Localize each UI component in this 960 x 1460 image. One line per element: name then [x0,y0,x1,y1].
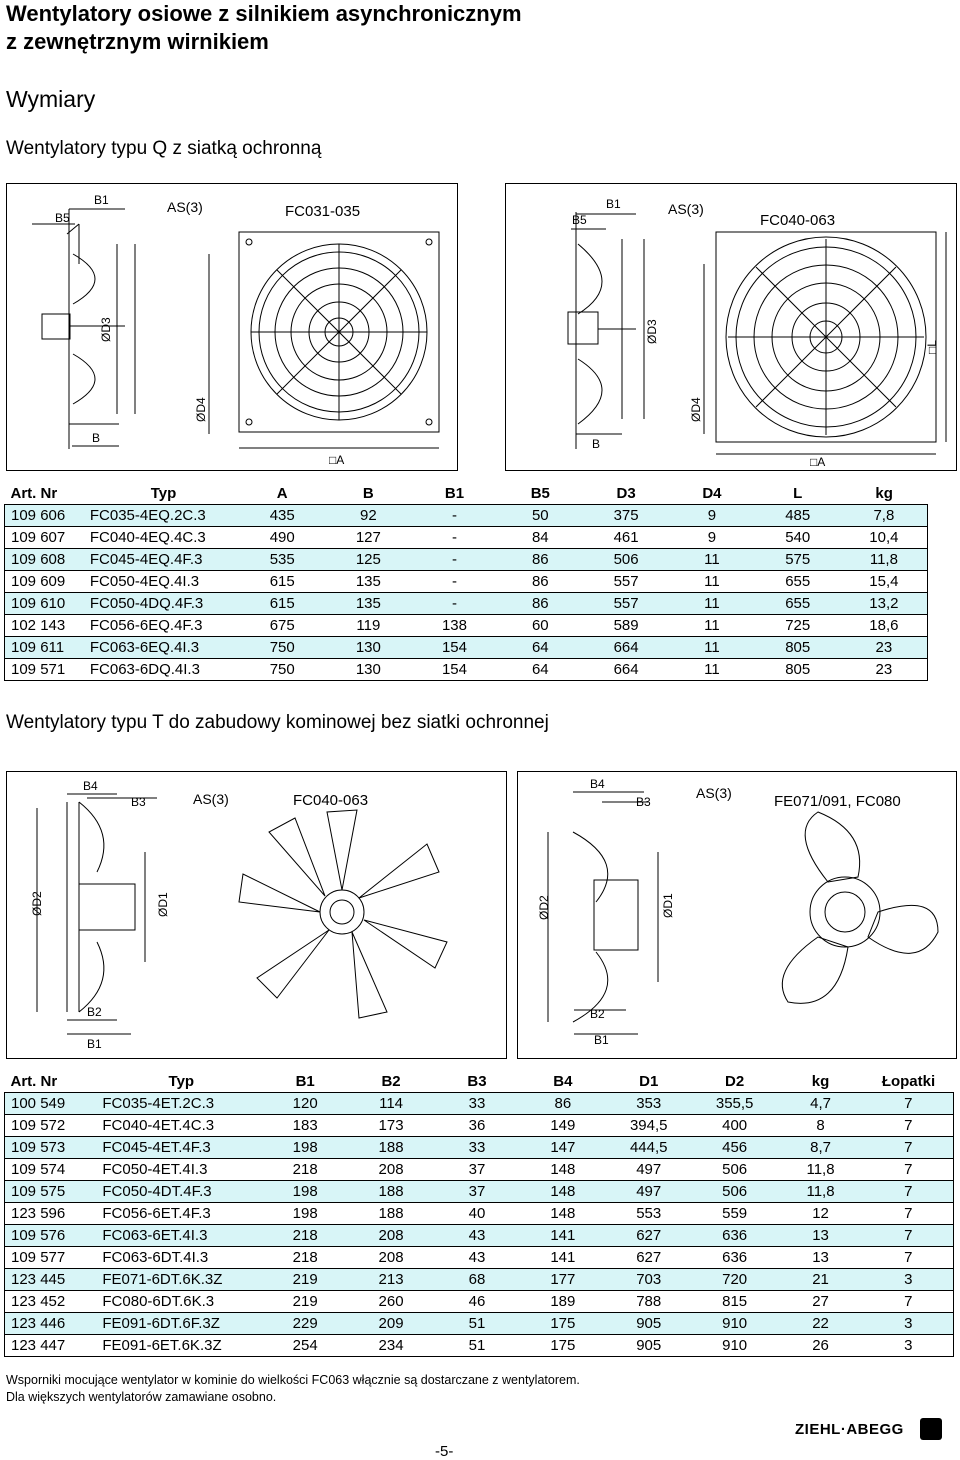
table-row [5,1093,954,1115]
table-cell: - [411,593,497,615]
table-cell: 198 [262,1137,348,1159]
table-cell: 353 [606,1093,692,1115]
table-cell: 615 [239,571,325,593]
table-cell: 11,8 [778,1159,864,1181]
drawing-label: FC040-063 [293,792,369,809]
table-cell: 60 [498,615,583,637]
table-cell: 11 [669,549,754,571]
table-cell: 461 [583,527,669,549]
table-cell: 43 [434,1247,520,1269]
table-cell: 444,5 [606,1137,692,1159]
table-cell: FC063-6DT.4I.3 [100,1247,262,1269]
table-cell: 198 [262,1203,348,1225]
table-cell: 43 [434,1225,520,1247]
table-cell: 37 [434,1181,520,1203]
dim-label: B4 [83,779,98,793]
table-cell: 109 607 [5,527,88,549]
table-cell: 135 [325,593,411,615]
column-header: Typ [100,1071,262,1093]
fan-drawing-t-large [518,772,956,1058]
dim-label: B3 [636,795,651,809]
table-cell: 36 [434,1115,520,1137]
table-cell: 7 [863,1093,953,1115]
table-cell: 141 [520,1247,606,1269]
table-cell: 175 [520,1313,606,1335]
table-cell: 11 [669,659,754,681]
table-cell: 189 [520,1291,606,1313]
table-cell: FC035-4ET.2C.3 [100,1093,262,1115]
table-cell: FC063-6EQ.4I.3 [88,637,239,659]
table-cell: 50 [498,505,583,527]
table-cell: FC056-6EQ.4F.3 [88,615,239,637]
table-cell: 725 [755,615,841,637]
table-cell: 84 [498,527,583,549]
section-heading-dimensions: Wymiary [6,86,96,112]
table-cell: 355,5 [692,1093,778,1115]
table-cell: 92 [325,505,411,527]
table-cell: FE071-6DT.6K.3Z [100,1269,262,1291]
table-cell: 3 [863,1313,953,1335]
fan-drawing-q-large [506,184,956,470]
table-cell: 86 [498,571,583,593]
dim-label: ØD3 [99,317,113,342]
section-heading-q: Wentylatory typu Q z siatką ochronną [6,138,322,159]
table-cell: - [411,505,497,527]
table-cell: 218 [262,1225,348,1247]
drawing-panel-q-small [6,183,458,471]
column-header: Typ [88,483,239,505]
table-cell: 13,2 [841,593,928,615]
table-cell: 123 446 [5,1313,101,1335]
table-cell: 11,8 [778,1181,864,1203]
table-cell: 636 [692,1225,778,1247]
table-cell: 553 [606,1203,692,1225]
table-cell: FC056-6ET.4F.3 [100,1203,262,1225]
column-header: Art. Nr [5,483,88,505]
table-cell: FE091-6ET.6K.3Z [100,1335,262,1357]
brand-logo: ZIEHL·ABEGG [795,1421,904,1438]
table-cell: FC050-4ET.4I.3 [100,1159,262,1181]
table-cell: 208 [348,1159,434,1181]
table-cell: 18,6 [841,615,928,637]
fan-drawing-q-small [7,184,457,470]
column-header: B2 [348,1071,434,1093]
table-cell: 123 445 [5,1269,101,1291]
table-row [5,1203,954,1225]
table-cell: 9 [669,527,754,549]
table-cell: 11 [669,615,754,637]
dim-label: AS(3) [193,791,229,807]
table-cell: 109 577 [5,1247,101,1269]
table-cell: 102 143 [5,615,88,637]
table-cell: 64 [498,637,583,659]
column-header: B3 [434,1071,520,1093]
table-cell: 497 [606,1181,692,1203]
dim-label: B5 [55,211,70,225]
table-cell: 21 [778,1269,864,1291]
table-row [5,1313,954,1335]
dim-label: □L [925,340,939,354]
dim-label: □A [329,453,345,467]
table-cell: 123 447 [5,1335,101,1357]
table-cell: 86 [498,593,583,615]
dim-label: ØD3 [645,319,659,344]
column-header: B4 [520,1071,606,1093]
drawing-panel-q-large [505,183,957,471]
table-cell: 4,7 [778,1093,864,1115]
table-cell: 506 [692,1159,778,1181]
table-cell: 147 [520,1137,606,1159]
column-header: B5 [498,483,583,505]
table-row [5,1247,954,1269]
table-cell: 114 [348,1093,434,1115]
column-header: kg [778,1071,864,1093]
table-cell: 664 [583,637,669,659]
dim-label: ØD4 [689,397,703,422]
drawing-panel-t-large [517,771,957,1059]
table-cell: 540 [755,527,841,549]
dim-label: B2 [590,1007,605,1021]
dim-label: AS(3) [668,201,704,217]
table-cell: 557 [583,593,669,615]
table-cell: 655 [755,571,841,593]
table-cell: 229 [262,1313,348,1335]
fan-drawing-t-small [7,772,506,1058]
table-cell: 3 [863,1269,953,1291]
table-cell: 615 [239,593,325,615]
table-row [5,615,928,637]
table-row [5,549,928,571]
column-header: B [325,483,411,505]
table-cell: 46 [434,1291,520,1313]
table-cell: 86 [498,549,583,571]
table-cell: 575 [755,549,841,571]
table-cell: 435 [239,505,325,527]
table-cell: 497 [606,1159,692,1181]
table-cell: 15,4 [841,571,928,593]
table-cell: 627 [606,1247,692,1269]
dim-label: B1 [594,1033,609,1047]
table-cell: 22 [778,1313,864,1335]
page-title [6,0,522,56]
table-cell: 125 [325,549,411,571]
table-cell: 720 [692,1269,778,1291]
table-cell: 11 [669,571,754,593]
table-cell: FC050-4DT.4F.3 [100,1181,262,1203]
table-cell: 788 [606,1291,692,1313]
table-header-row [5,1071,954,1093]
table-cell: 218 [262,1247,348,1269]
drawing-label: FE071/091, FC080 [774,793,901,810]
dim-label: B3 [131,795,146,809]
table-row [5,637,928,659]
table-cell: 13 [778,1225,864,1247]
table-cell: 109 610 [5,593,88,615]
column-header: kg [841,483,928,505]
table-row [5,571,928,593]
table-cell: 375 [583,505,669,527]
table-row [5,1159,954,1181]
table-cell: 9 [669,505,754,527]
table-cell: 3 [863,1335,953,1357]
table-cell: FC040-4EQ.4C.3 [88,527,239,549]
table-header-row [5,483,928,505]
title-line-1: Wentylatory osiowe z silnikiem asynchronicznym [6,1,522,26]
column-header: Łopatki [863,1071,953,1093]
table-cell: 218 [262,1159,348,1181]
table-cell: 254 [262,1335,348,1357]
footnote-line-1: Wsporniki mocujące wentylator w kominie do wielkości FC063 włącznie są dostarczane z wentylatorem. [6,1373,580,1387]
table-cell: 750 [239,659,325,681]
section-heading-t: Wentylatory typu T do zabudowy kominowej bez siatki ochronnej [6,712,549,733]
table-cell: 109 573 [5,1137,101,1159]
table-cell: 109 571 [5,659,88,681]
table-cell: FC063-6DQ.4I.3 [88,659,239,681]
table-cell: 68 [434,1269,520,1291]
column-header: D1 [606,1071,692,1093]
table-cell: 109 572 [5,1115,101,1137]
table-cell: 7 [863,1159,953,1181]
table-row [5,593,928,615]
table-row [5,1137,954,1159]
table-cell: 26 [778,1335,864,1357]
table-cell: 11,8 [841,549,928,571]
title-line-2: z zewnętrznym wirnikiem [6,29,269,54]
table-row [5,1115,954,1137]
drawing-label: FC040-063 [760,212,836,229]
table-cell: 10,4 [841,527,928,549]
table-cell: 109 574 [5,1159,101,1181]
table-cell: 7,8 [841,505,928,527]
column-header: Art. Nr [5,1071,101,1093]
dim-label: ØD4 [194,397,208,422]
table-cell: 456 [692,1137,778,1159]
column-header: D4 [669,483,754,505]
table-cell: 260 [348,1291,434,1313]
table-cell: 7 [863,1247,953,1269]
table-cell: 905 [606,1313,692,1335]
table-cell: FC050-4EQ.4I.3 [88,571,239,593]
table-cell: 655 [755,593,841,615]
table-cell: 234 [348,1335,434,1357]
table-cell: 12 [778,1203,864,1225]
table-cell: 208 [348,1247,434,1269]
table-row [5,1335,954,1357]
table-cell: 506 [583,549,669,571]
table-cell: - [411,549,497,571]
table-cell: 37 [434,1159,520,1181]
table-cell: 8,7 [778,1137,864,1159]
table-cell: 209 [348,1313,434,1335]
table-cell: 703 [606,1269,692,1291]
dim-label: B1 [606,197,621,211]
dim-label: B1 [87,1037,102,1051]
table-row [5,1291,954,1313]
table-cell: 664 [583,659,669,681]
table-cell: 188 [348,1203,434,1225]
table-cell: 23 [841,637,928,659]
column-header: B1 [411,483,497,505]
table-cell: 213 [348,1269,434,1291]
column-header: D3 [583,483,669,505]
table-cell: - [411,527,497,549]
table-cell: 636 [692,1247,778,1269]
table-cell: 198 [262,1181,348,1203]
table-cell: 400 [692,1115,778,1137]
table-cell: 7 [863,1225,953,1247]
table-cell: 120 [262,1093,348,1115]
table-row [5,1269,954,1291]
brand-logo-icon [920,1418,942,1440]
table-cell: 7 [863,1203,953,1225]
table-cell: 86 [520,1093,606,1115]
table-cell: 33 [434,1137,520,1159]
dim-label: B4 [590,777,605,791]
dim-label: B1 [94,193,109,207]
table-cell: 183 [262,1115,348,1137]
table-cell: 559 [692,1203,778,1225]
dim-label: B [92,431,101,445]
table-cell: - [411,571,497,593]
table-cell: 141 [520,1225,606,1247]
table-cell: 506 [692,1181,778,1203]
drawing-panel-t-small [6,771,507,1059]
table-cell: FC045-4ET.4F.3 [100,1137,262,1159]
table-cell: 675 [239,615,325,637]
dim-label: ØD2 [30,891,44,916]
table-cell: 64 [498,659,583,681]
table-cell: 109 609 [5,571,88,593]
table-row [5,527,928,549]
table-cell: 33 [434,1093,520,1115]
dim-label: □A [810,455,826,469]
table-cell: 11 [669,637,754,659]
table-cell: 40 [434,1203,520,1225]
table-cell: 7 [863,1181,953,1203]
dim-label: AS(3) [696,785,732,801]
table-cell: 394,5 [606,1115,692,1137]
dim-label: AS(3) [167,199,203,215]
table-cell: 13 [778,1247,864,1269]
page-number: -5- [435,1443,454,1460]
dim-label: ØD1 [661,893,675,918]
table-cell: 8 [778,1115,864,1137]
table-cell: 208 [348,1225,434,1247]
table-cell: 148 [520,1203,606,1225]
table-cell: 910 [692,1335,778,1357]
table-cell: 23 [841,659,928,681]
table-cell: 535 [239,549,325,571]
table-cell: 219 [262,1291,348,1313]
table-cell: 805 [755,659,841,681]
table-cell: 557 [583,571,669,593]
table-cell: 109 576 [5,1225,101,1247]
table-cell: 188 [348,1137,434,1159]
table-cell: 154 [411,637,497,659]
table-cell: 100 549 [5,1093,101,1115]
table-cell: 109 611 [5,637,88,659]
table-cell: 219 [262,1269,348,1291]
table-cell: 149 [520,1115,606,1137]
table-cell: 7 [863,1291,953,1313]
table-cell: 750 [239,637,325,659]
table-cell: 27 [778,1291,864,1313]
table-cell: 175 [520,1335,606,1357]
column-header: B1 [262,1071,348,1093]
table-cell: 109 606 [5,505,88,527]
table-cell: 177 [520,1269,606,1291]
dimensions-table-t [4,1071,954,1357]
table-cell: 130 [325,637,411,659]
table-cell: 123 596 [5,1203,101,1225]
table-cell: 805 [755,637,841,659]
table-row [5,505,928,527]
table-cell: FC045-4EQ.4F.3 [88,549,239,571]
table-cell: 51 [434,1335,520,1357]
column-header: L [755,483,841,505]
column-header: A [239,483,325,505]
table-cell: FC035-4EQ.2C.3 [88,505,239,527]
table-cell: FC050-4DQ.4F.3 [88,593,239,615]
table-cell: FC080-6DT.6K.3 [100,1291,262,1313]
table-cell: 188 [348,1181,434,1203]
table-cell: 135 [325,571,411,593]
dim-label: B2 [87,1005,102,1019]
table-cell: 589 [583,615,669,637]
footnote [6,1372,580,1406]
table-cell: 154 [411,659,497,681]
drawing-label: FC031-035 [285,203,361,220]
dim-label: ØD1 [156,892,170,917]
table-cell: 130 [325,659,411,681]
table-cell: FC063-6ET.4I.3 [100,1225,262,1247]
footnote-line-2: Dla większych wentylatorów zamawiane osobno. [6,1390,277,1404]
dim-label: ØD2 [537,895,551,920]
table-cell: 485 [755,505,841,527]
table-cell: 119 [325,615,411,637]
table-cell: 148 [520,1159,606,1181]
table-cell: 627 [606,1225,692,1247]
table-cell: 127 [325,527,411,549]
dim-label: B [592,437,601,451]
table-cell: 148 [520,1181,606,1203]
table-cell: 51 [434,1313,520,1335]
table-cell: 138 [411,615,497,637]
table-row [5,1181,954,1203]
table-row [5,1225,954,1247]
table-cell: 109 575 [5,1181,101,1203]
table-cell: 7 [863,1115,953,1137]
table-cell: 109 608 [5,549,88,571]
table-cell: 123 452 [5,1291,101,1313]
table-row [5,659,928,681]
table-cell: FE091-6DT.6F.3Z [100,1313,262,1335]
column-header: D2 [692,1071,778,1093]
table-cell: 910 [692,1313,778,1335]
table-cell: 7 [863,1137,953,1159]
table-cell: 490 [239,527,325,549]
table-cell: 905 [606,1335,692,1357]
table-cell: FC040-4ET.4C.3 [100,1115,262,1137]
dimensions-table-q [4,483,928,681]
table-cell: 815 [692,1291,778,1313]
table-cell: 11 [669,593,754,615]
table-cell: 173 [348,1115,434,1137]
dim-label: B5 [572,213,587,227]
